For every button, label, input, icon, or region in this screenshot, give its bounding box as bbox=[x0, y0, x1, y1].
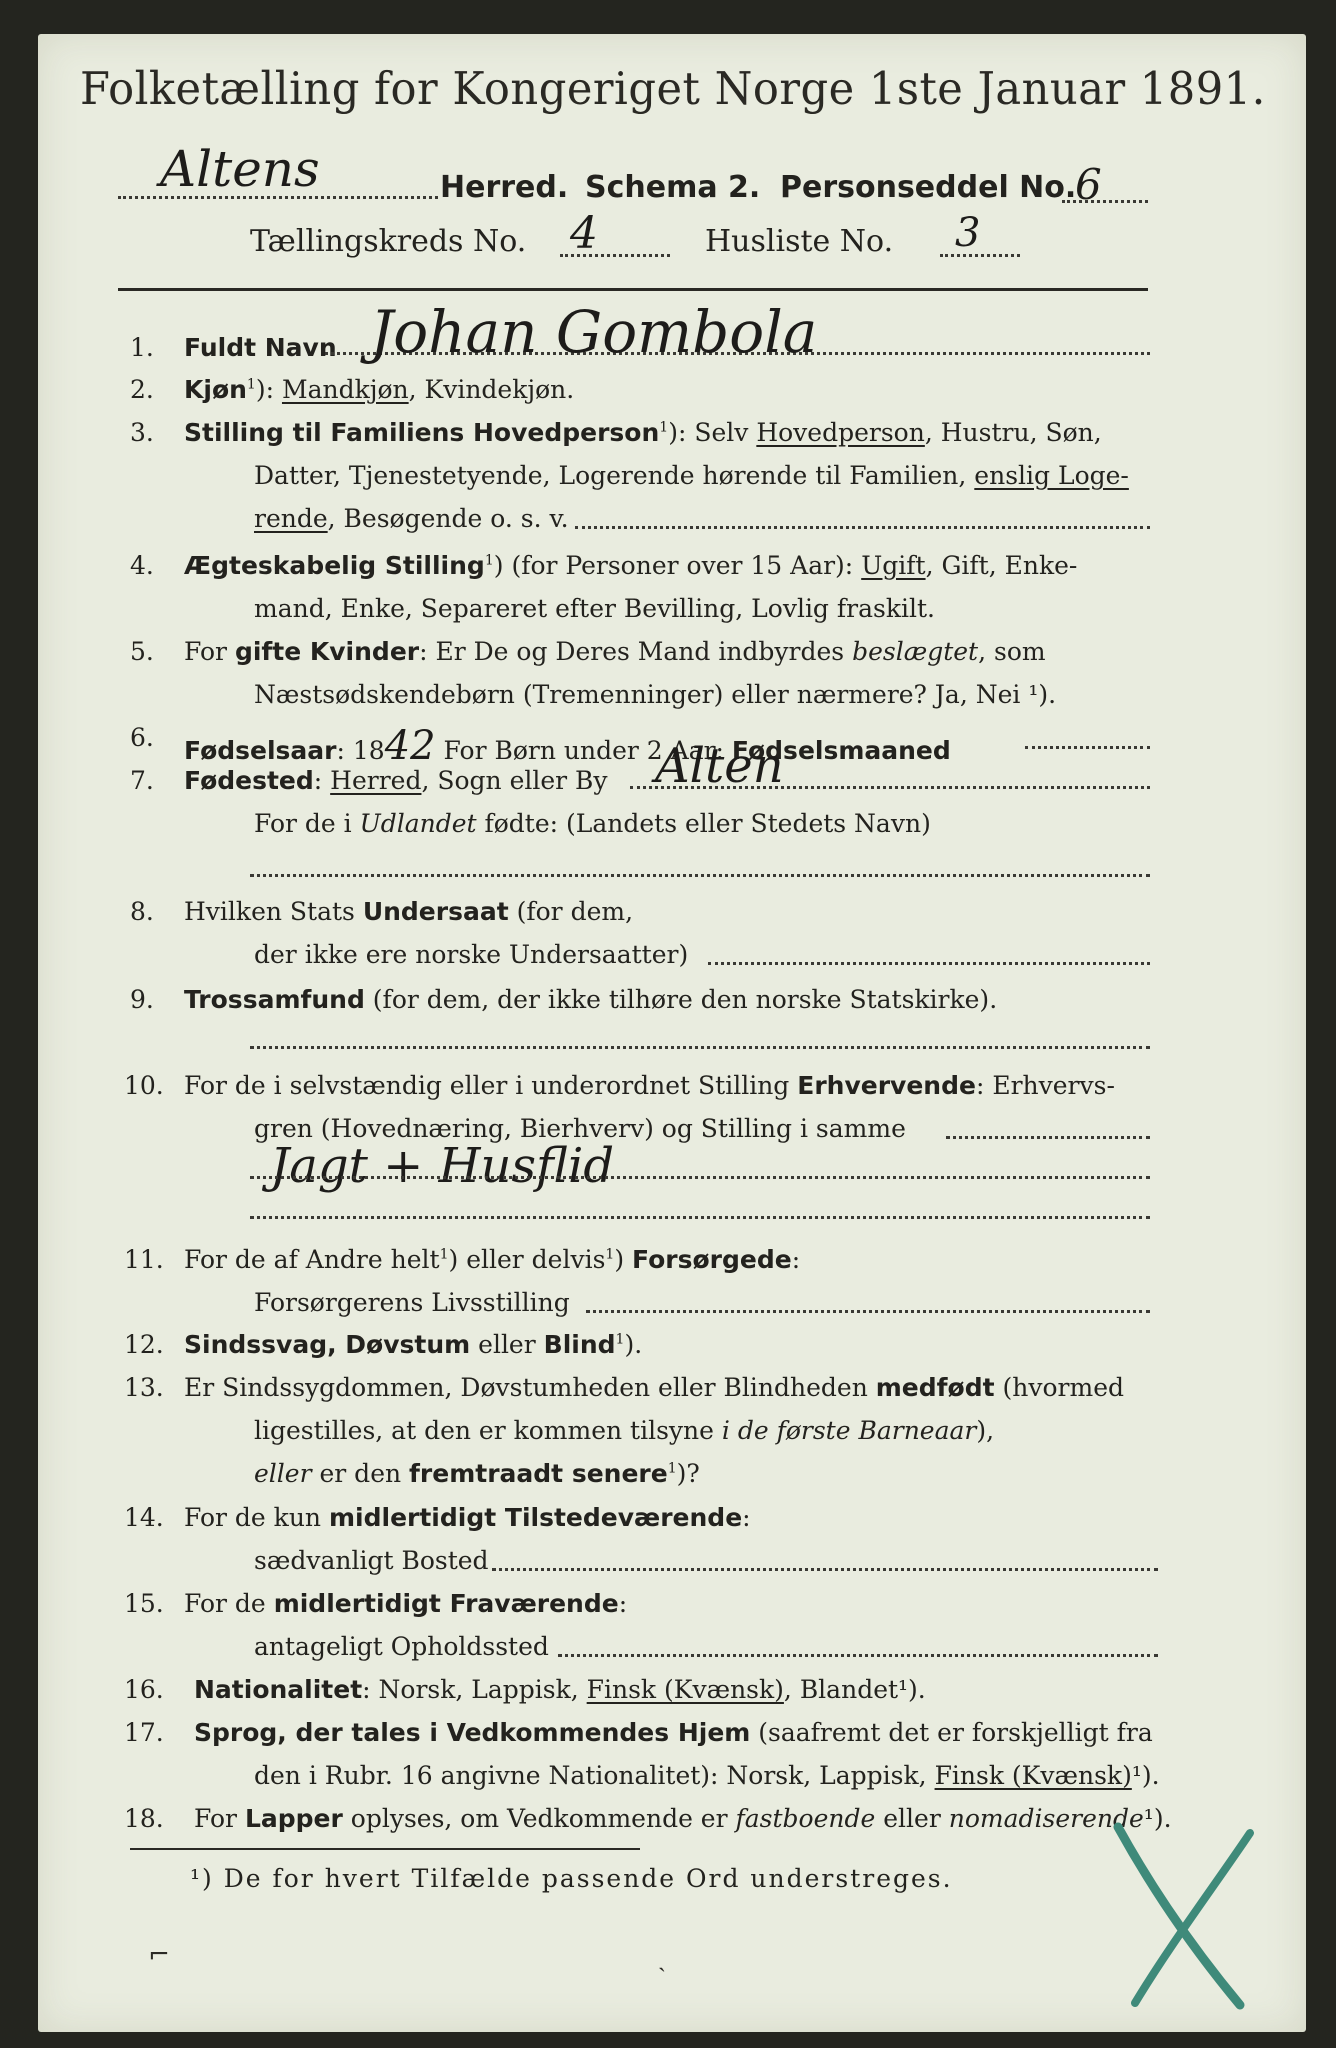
item-8-label: Undersaat bbox=[362, 897, 509, 926]
herred-label: Herred. bbox=[440, 170, 569, 205]
item-7-label: Fødested bbox=[184, 766, 314, 795]
item-12-label2: Blind bbox=[543, 1330, 616, 1359]
item-5-pre: For bbox=[184, 637, 235, 666]
item-9-line bbox=[184, 985, 997, 1014]
item-18-a: oplyses, om Vedkommende er bbox=[342, 1804, 736, 1833]
item-10-dotted-line-3 bbox=[250, 1216, 1150, 1219]
item-18-c: ¹). bbox=[1143, 1804, 1172, 1833]
item-14-label: midlertidigt Tilstedeværende bbox=[328, 1503, 743, 1532]
form-title: Folketælling for Kongeriget Norge 1ste Januar 1891. bbox=[80, 62, 1266, 115]
item-16-label: Nationalitet bbox=[194, 1675, 363, 1704]
item-11-mid: ) eller delvis bbox=[448, 1245, 606, 1274]
kreds-dotted-line bbox=[560, 254, 670, 257]
item-7-dotted-line-2 bbox=[250, 874, 1150, 877]
item-15-label: midlertidigt Fraværende bbox=[273, 1589, 619, 1618]
corner-mark-center: ˎ bbox=[658, 1944, 666, 1972]
kreds-number: 4 bbox=[570, 208, 598, 259]
item-13-a: (hvormed bbox=[994, 1373, 1124, 1402]
item-11-line-2: Forsørgerens Livsstilling bbox=[254, 1288, 570, 1317]
item-6-label2: Fødselsmaaned bbox=[731, 736, 951, 765]
item-5-label: gifte Kvinder bbox=[234, 637, 420, 666]
herred-dotted-line bbox=[118, 196, 438, 199]
item-6-year-handwritten: 42 bbox=[384, 723, 436, 769]
item-3-line-2 bbox=[254, 461, 1129, 490]
item-3-underlined-rende: rende bbox=[254, 504, 328, 533]
footnote-text: ¹) De for hvert Tilfælde passende Ord understreges. bbox=[190, 1864, 953, 1893]
item-4-a: ) (for Personer over 15 Aar): bbox=[493, 551, 862, 580]
item-4-b: , Gift, Enke- bbox=[925, 551, 1078, 580]
item-15-pre: For de bbox=[184, 1589, 274, 1618]
husliste-label: Husliste No. bbox=[705, 224, 894, 259]
item-3-number: 3. bbox=[130, 418, 154, 447]
item-11-dotted-line bbox=[586, 1310, 1150, 1313]
item-6-number: 6. bbox=[130, 723, 154, 752]
item-7-birthplace-handwritten: Alten bbox=[655, 738, 784, 794]
item-10-dotted-line-2 bbox=[250, 1176, 1150, 1179]
item-13-line-3-label: fremtraadt senere bbox=[409, 1459, 668, 1488]
item-16-underlined-finsk: Finsk (Kvænsk) bbox=[586, 1675, 784, 1704]
item-14-dotted-line bbox=[492, 1568, 1158, 1571]
personseddel-number: 6 bbox=[1075, 160, 1102, 209]
item-3-line-2-text: Datter, Tjenestetyende, Logerende hørende til Familien, bbox=[254, 461, 975, 490]
item-13-line-1 bbox=[184, 1373, 1124, 1402]
item-17-a: (saafremt det er forskjelligt fra bbox=[750, 1718, 1153, 1747]
item-17-line-2 bbox=[254, 1761, 1160, 1790]
item-13-pre: Er Sindssygdommen, Døvstumheden eller Blindheden bbox=[184, 1373, 876, 1402]
personseddel-label: Personseddel No. bbox=[780, 170, 1077, 205]
item-2-option-kvindekjon: , Kvindekjøn. bbox=[408, 375, 575, 404]
item-2-option-mandkjon: Mandkjøn bbox=[281, 375, 409, 404]
item-4-label: Ægteskabelig Stilling bbox=[184, 551, 485, 580]
item-18-label: Lapper bbox=[244, 1804, 343, 1833]
item-18-pre: For bbox=[194, 1804, 245, 1833]
item-7-b: , Sogn eller By bbox=[421, 766, 608, 795]
item-9-a: (for dem, der ikke tilhøre den norske Statskirke). bbox=[364, 985, 998, 1014]
personseddel-dotted-line bbox=[1062, 200, 1148, 203]
item-2-line bbox=[184, 375, 574, 404]
green-x-mark bbox=[1100, 1815, 1260, 2015]
item-3-underlined-hovedperson: Hovedperson bbox=[756, 418, 925, 447]
item-17-number: 17. bbox=[124, 1718, 164, 1747]
item-8-a: (for dem, bbox=[508, 897, 634, 926]
item-5-a: : Er De og Deres Mand indbyrdes bbox=[419, 637, 853, 666]
item-10-a: : Erhvervs- bbox=[975, 1071, 1115, 1100]
item-5-line-2: Næstsødskendebørn (Tremenninger) eller nærmere? Ja, Nei ¹). bbox=[254, 680, 1057, 709]
item-15-line-1 bbox=[184, 1589, 627, 1618]
item-10-line-1 bbox=[184, 1071, 1115, 1100]
footnote-rule bbox=[130, 1848, 640, 1850]
item-10-dotted-line bbox=[946, 1136, 1150, 1139]
item-11-line-1: For de af Andre helt$^1$) eller delvis$^1$) Forsørgede: bbox=[184, 1245, 801, 1274]
item-13-line-2 bbox=[254, 1416, 994, 1445]
item-16-line bbox=[194, 1675, 926, 1704]
item-15-dotted-line bbox=[558, 1654, 1158, 1657]
husliste-dotted-line bbox=[940, 254, 1020, 257]
item-7-line-2b: fødte: (Landets eller Stedets Navn) bbox=[476, 809, 931, 838]
item-11-number: 11. bbox=[124, 1245, 164, 1274]
item-10-label: Erhvervende bbox=[797, 1071, 976, 1100]
item-18-line bbox=[194, 1804, 1172, 1833]
item-3-dotted-line bbox=[575, 526, 1150, 529]
item-15-line-2: antageligt Opholdssted bbox=[254, 1632, 549, 1661]
item-1-name-handwritten: Johan Gombola bbox=[370, 298, 818, 366]
item-16-b: , Blandet¹). bbox=[783, 1675, 926, 1704]
item-4-number: 4. bbox=[130, 551, 154, 580]
item-13-line-3: eller er den fremtraadt senere$^1$)? bbox=[254, 1459, 700, 1488]
item-8-line-1 bbox=[184, 897, 633, 926]
item-3-line-3-text: , Besøgende o. s. v. bbox=[327, 504, 569, 533]
item-10-occupation-handwritten: Jagt + Husflid bbox=[270, 1138, 615, 1194]
item-13-line-3b: )? bbox=[676, 1459, 700, 1488]
item-5-line-1 bbox=[184, 637, 1046, 666]
item-10-line-2: gren (Hovednæring, Bierhverv) og Stilling i samme bbox=[254, 1114, 906, 1143]
item-13-label: medfødt bbox=[875, 1373, 995, 1402]
item-17-line-1 bbox=[194, 1718, 1153, 1747]
item-2-sup: 1 bbox=[246, 376, 256, 393]
item-18-italic-1: fastboende bbox=[735, 1804, 876, 1833]
item-14-line-1 bbox=[184, 1503, 751, 1532]
item-3-line-1: Stilling til Familiens Hovedperson$^1$): Selv Hovedperson, Hustru, Søn, bbox=[184, 418, 1102, 447]
item-6-b: For Børn under 2 Aar: bbox=[435, 736, 732, 765]
item-17-label: Sprog, der tales i Vedkommendes Hjem bbox=[194, 1718, 751, 1747]
item-6-dotted-line bbox=[1025, 746, 1150, 749]
item-14-line-2: sædvanligt Bosted bbox=[254, 1546, 489, 1575]
item-17-line-2b: ¹). bbox=[1131, 1761, 1160, 1790]
item-6-a: : 18 bbox=[336, 736, 385, 765]
item-18-b: eller bbox=[875, 1804, 949, 1833]
item-9-number: 9. bbox=[130, 985, 154, 1014]
item-13-line-2b: ), bbox=[976, 1416, 995, 1445]
item-2-number: 2. bbox=[130, 375, 154, 404]
item-3-a: ): Selv bbox=[668, 418, 757, 447]
item-7-line-2 bbox=[254, 809, 931, 838]
header-rule bbox=[118, 288, 1148, 291]
item-1-number: 1. bbox=[130, 333, 154, 362]
item-8-number: 8. bbox=[130, 897, 154, 926]
item-2-rest: ): bbox=[255, 375, 282, 404]
item-7-line-2a: For de i bbox=[254, 809, 360, 838]
item-8-pre: Hvilken Stats bbox=[184, 897, 363, 926]
item-12-line: Sindssvag, Døvstum eller Blind$^1$). bbox=[184, 1330, 643, 1359]
item-14-number: 14. bbox=[124, 1503, 164, 1532]
item-12-label: Sindssvag, Døvstum bbox=[184, 1330, 471, 1359]
item-13-line-3a: er den bbox=[311, 1459, 410, 1488]
item-13-line-2-italic: i de første Barneaar bbox=[721, 1416, 977, 1445]
item-7-a: : bbox=[313, 766, 331, 795]
item-7-line-1 bbox=[184, 766, 608, 795]
item-11-label: Forsørgede bbox=[632, 1245, 792, 1274]
husliste-number: 3 bbox=[955, 210, 981, 256]
schema-label: Schema 2. bbox=[585, 170, 761, 205]
corner-mark-left: ⌐ bbox=[148, 1940, 170, 1970]
item-7-number: 7. bbox=[130, 766, 154, 795]
item-9-label: Trossamfund bbox=[184, 985, 365, 1014]
item-15-a: : bbox=[618, 1589, 628, 1618]
item-14-a: : bbox=[742, 1503, 751, 1532]
item-16-number: 16. bbox=[124, 1675, 164, 1704]
item-6-line bbox=[184, 723, 951, 769]
herred-handwritten: Altens bbox=[160, 140, 320, 198]
item-5-b: , som bbox=[978, 637, 1046, 666]
kreds-label: Tællingskreds No. bbox=[250, 224, 527, 259]
item-12-a: eller bbox=[470, 1330, 544, 1359]
item-3-b: , Hustru, Søn, bbox=[924, 418, 1102, 447]
item-11-pre: For de af Andre helt bbox=[184, 1245, 440, 1274]
item-10-pre: For de i selvstændig eller i underordnet Stilling bbox=[184, 1071, 798, 1100]
item-3-underlined-enslig: enslig Loge- bbox=[974, 461, 1129, 490]
item-6-label: Fødselsaar bbox=[184, 736, 337, 765]
item-18-italic-2: nomadiserende bbox=[948, 1804, 1144, 1833]
item-1-label: Fuldt Navn bbox=[184, 333, 337, 362]
item-11-b: : bbox=[791, 1245, 801, 1274]
item-5-italic: beslægtet bbox=[852, 637, 979, 666]
item-12-number: 12. bbox=[124, 1330, 164, 1359]
item-13-line-3-italic: eller bbox=[254, 1459, 312, 1488]
item-7-underlined-herred: Herred bbox=[330, 766, 422, 795]
item-12-b: ). bbox=[624, 1330, 643, 1359]
item-15-number: 15. bbox=[124, 1589, 164, 1618]
item-9-dotted-line bbox=[250, 1046, 1150, 1049]
item-8-dotted-line bbox=[708, 962, 1150, 965]
item-13-line-2a: ligestilles, at den er kommen tilsyne bbox=[254, 1416, 722, 1445]
item-2-label: Kjøn bbox=[184, 375, 247, 404]
item-17-underlined-finsk: Finsk (Kvænsk) bbox=[934, 1761, 1132, 1790]
item-3-line-3 bbox=[254, 504, 569, 533]
item-7-line-2-italic: Udlandet bbox=[359, 809, 477, 838]
item-17-line-2a: den i Rubr. 16 angivne Nationalitet): Norsk, Lappisk, bbox=[254, 1761, 935, 1790]
item-3-label: Stilling til Familiens Hovedperson bbox=[184, 418, 660, 447]
item-10-number: 10. bbox=[124, 1071, 164, 1100]
item-16-a: : Norsk, Lappisk, bbox=[362, 1675, 587, 1704]
item-5-number: 5. bbox=[130, 637, 154, 666]
item-4-underlined-ugift: Ugift bbox=[861, 551, 926, 580]
item-13-number: 13. bbox=[124, 1373, 164, 1402]
item-7-dotted-line bbox=[630, 786, 1150, 789]
item-8-line-2: der ikke ere norske Undersaatter) bbox=[254, 940, 689, 969]
item-14-pre: For de kun bbox=[184, 1503, 329, 1532]
item-11-a: ) bbox=[614, 1245, 633, 1274]
item-4-line-2: mand, Enke, Separeret efter Bevilling, Lovlig fraskilt. bbox=[254, 594, 935, 623]
item-18-number: 18. bbox=[124, 1804, 164, 1833]
item-4-line-1: Ægteskabelig Stilling$^1$) (for Personer over 15 Aar): Ugift, Gift, Enke- bbox=[184, 551, 1078, 580]
